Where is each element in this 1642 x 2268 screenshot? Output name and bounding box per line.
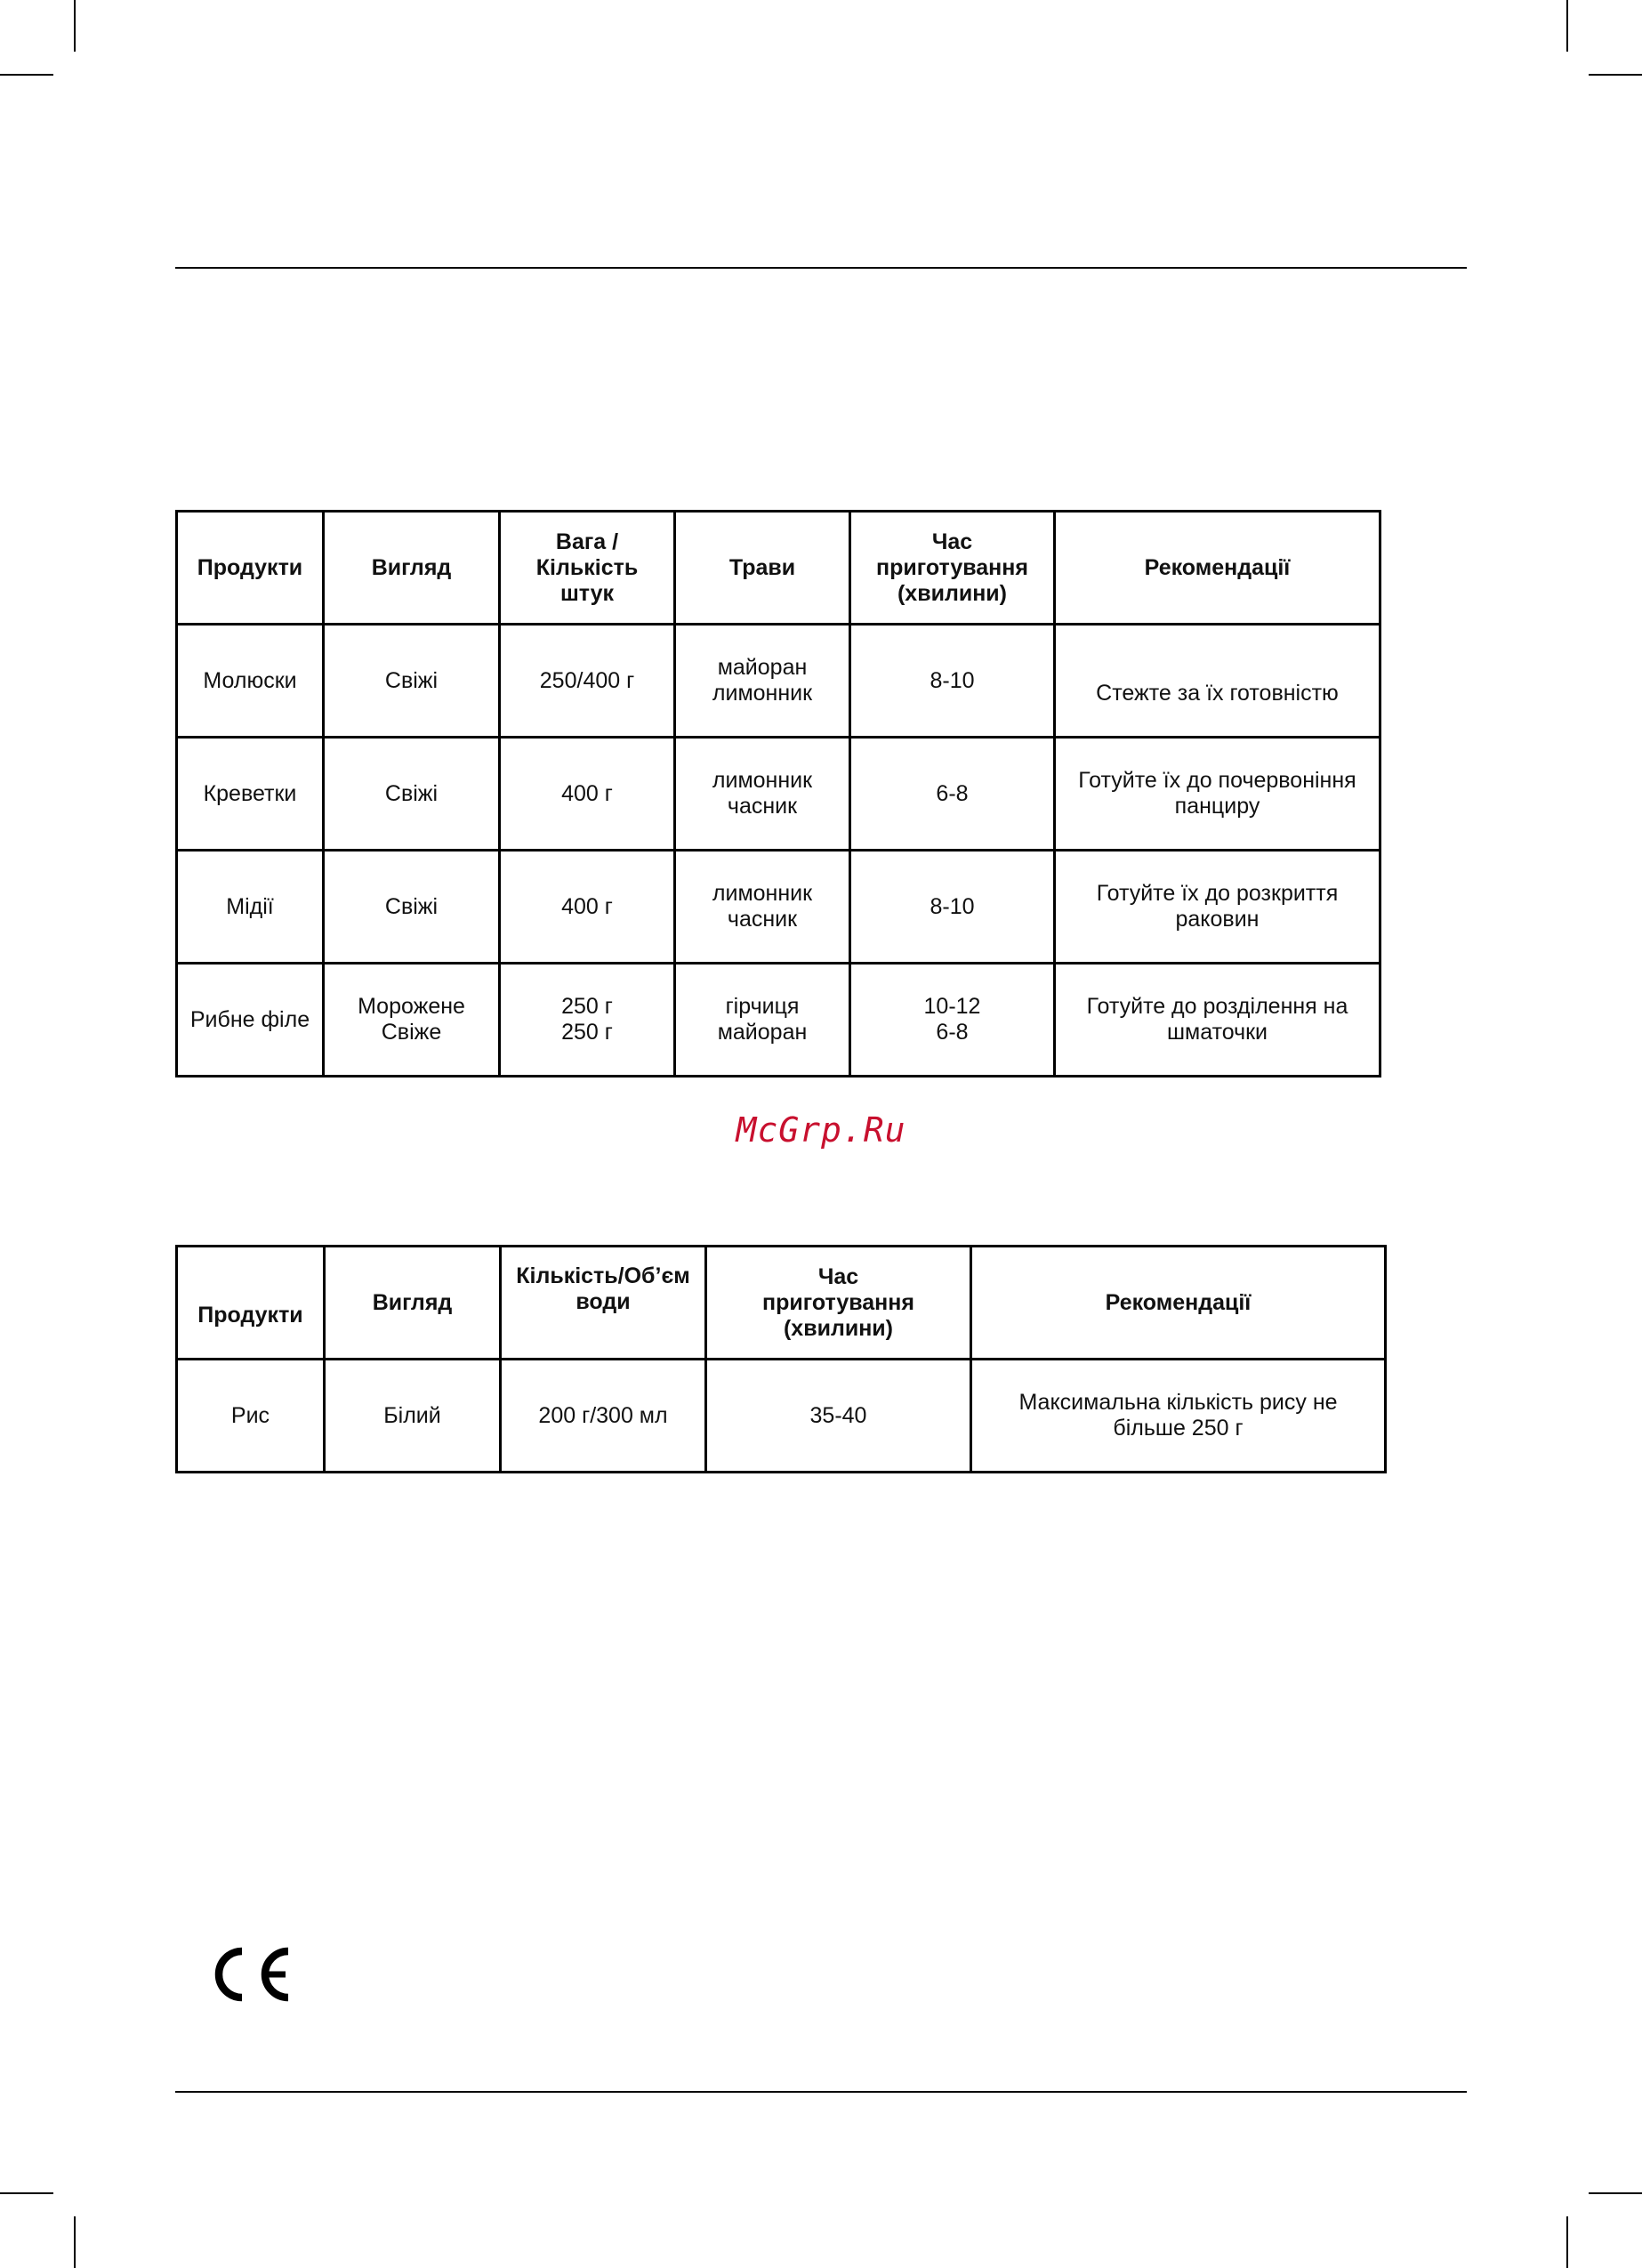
cell-amount: 200 г/300 мл bbox=[501, 1360, 706, 1473]
cell-weight: 250/400 г bbox=[500, 625, 675, 738]
table-row bbox=[177, 851, 1380, 964]
header-appearance: Вигляд bbox=[325, 1247, 501, 1360]
watermark: McGrp.Ru bbox=[736, 1110, 906, 1150]
ce-mark-icon bbox=[203, 1942, 292, 2006]
cell-time: 10-12 6-8 bbox=[850, 964, 1055, 1077]
seafood-cooking-table bbox=[175, 510, 1381, 1078]
cell-product: Рибне філе bbox=[177, 964, 324, 1077]
cell-herbs: лимонник часник bbox=[675, 851, 850, 964]
header-products: Продукти bbox=[177, 512, 324, 625]
header-weight: Вага / Кількість штук bbox=[500, 512, 675, 625]
header-products: Продукти bbox=[177, 1247, 325, 1360]
table-header-row bbox=[177, 512, 1380, 625]
cell-recommendation: Готуйте їх до почервоніння панциру bbox=[1055, 738, 1380, 851]
cell-weight: 400 г bbox=[500, 738, 675, 851]
header-recommendations: Рекомендації bbox=[971, 1247, 1386, 1360]
footer-rule bbox=[175, 2091, 1467, 2093]
cell-herbs: лимонник часник bbox=[675, 738, 850, 851]
crop-mark-bottom-left-h bbox=[0, 2192, 53, 2194]
cell-product: Молюски bbox=[177, 625, 324, 738]
cell-recommendation: Стежте за їх готовністю bbox=[1055, 625, 1380, 738]
header-amount: Кількість/Об’єм води bbox=[501, 1247, 706, 1360]
cell-time: 8-10 bbox=[850, 851, 1055, 964]
cell-product: Мідії bbox=[177, 851, 324, 964]
cell-recommendation: Готуйте до розділення на шматочки bbox=[1055, 964, 1380, 1077]
crop-mark-top-right-v bbox=[1566, 0, 1568, 52]
crop-mark-top-left-h bbox=[0, 74, 53, 76]
cell-time: 8-10 bbox=[850, 625, 1055, 738]
cell-appearance: Свіжі bbox=[324, 738, 500, 851]
header-herbs: Трави bbox=[675, 512, 850, 625]
cell-time: 35-40 bbox=[706, 1360, 971, 1473]
cell-time: 6-8 bbox=[850, 738, 1055, 851]
crop-mark-bottom-right-v bbox=[1566, 2216, 1568, 2268]
crop-mark-bottom-left-v bbox=[74, 2216, 76, 2268]
table-row bbox=[177, 738, 1380, 851]
header-appearance: Вигляд bbox=[324, 512, 500, 625]
table-header-row bbox=[177, 1247, 1386, 1360]
cell-weight: 400 г bbox=[500, 851, 675, 964]
cell-weight: 250 г 250 г bbox=[500, 964, 675, 1077]
cell-product: Креветки bbox=[177, 738, 324, 851]
crop-mark-top-left-v bbox=[74, 0, 76, 52]
header-recommendations: Рекомендації bbox=[1055, 512, 1380, 625]
cell-herbs: гірчиця майоран bbox=[675, 964, 850, 1077]
cell-product: Рис bbox=[177, 1360, 325, 1473]
table-row bbox=[177, 964, 1380, 1077]
cell-appearance: Свіжі bbox=[324, 851, 500, 964]
crop-mark-top-right-h bbox=[1589, 74, 1642, 76]
crop-mark-bottom-right-h bbox=[1589, 2192, 1642, 2194]
cell-appearance: Свіжі bbox=[324, 625, 500, 738]
cell-recommendation: Готуйте їх до розкриття раковин bbox=[1055, 851, 1380, 964]
header-time: Час приготування (хвилини) bbox=[850, 512, 1055, 625]
cell-appearance: Морожене Свіже bbox=[324, 964, 500, 1077]
table-row bbox=[177, 1360, 1386, 1473]
cell-herbs: майоран лимонник bbox=[675, 625, 850, 738]
header-time: Час приготування (хвилини) bbox=[706, 1247, 971, 1360]
rice-cooking-table bbox=[175, 1245, 1387, 1473]
cell-recommendation: Максимальна кількість рису не більше 250 г bbox=[971, 1360, 1386, 1473]
table-row bbox=[177, 625, 1380, 738]
header-rule bbox=[175, 267, 1467, 269]
cell-appearance: Білий bbox=[325, 1360, 501, 1473]
